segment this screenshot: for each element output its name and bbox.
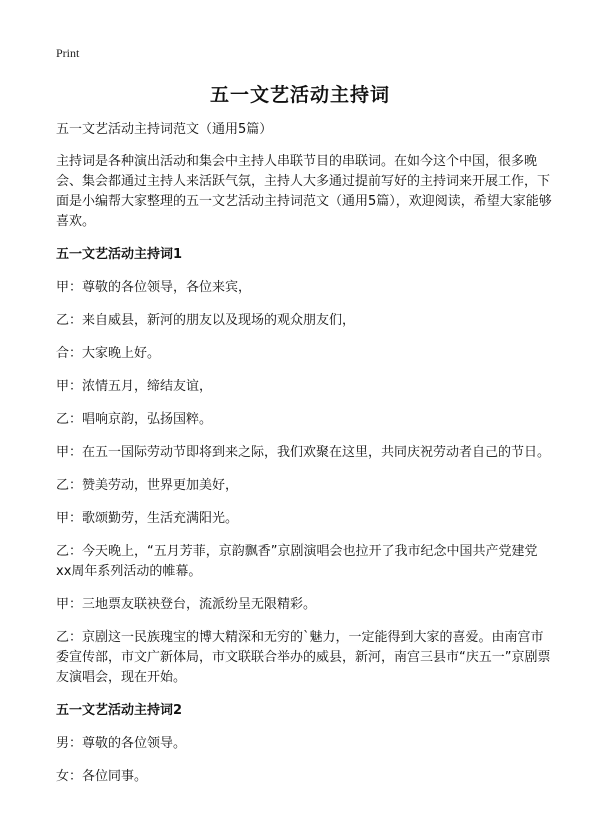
dialogue-line: 甲：浓情五月，缔结友谊， — [56, 379, 213, 394]
section-1 — [56, 245, 552, 688]
dialogue-line: 乙：赞美劳动，世界更加美好， — [56, 478, 239, 493]
dialogue-line: 甲：三地票友联袂登台，流派纷呈无限精彩。 — [56, 597, 317, 612]
dialogue-line: 乙：唱响京韵，弘扬国粹。 — [56, 412, 213, 427]
dialogue-line: 乙：来自威县，新河的朋友以及现场的观众朋友们， — [56, 313, 356, 328]
dialogue-line: 甲：尊敬的各位领导，各位来宾， — [56, 280, 252, 295]
print-link[interactable]: Print — [56, 46, 80, 60]
dialogue-line: 女：各位同事。 — [56, 769, 148, 784]
dialogue-line: 甲：歌颂勤劳，生活充满阳光。 — [56, 511, 239, 526]
section-heading: 五一文艺活动主持词2 — [56, 703, 183, 718]
section-2 — [56, 701, 552, 787]
dialogue-line: 合：大家晚上好。 — [56, 346, 161, 361]
dialogue-line: 男：尊敬的各位领导。 — [56, 736, 187, 751]
dialogue-line: 乙：京剧这一民族瑰宝的博大精深和无穷的`魅力，一定能得到大家的喜爱。由南宫市委宣传部，市文广新体局，市文联联合举办的威县，新河，南宫三县市“庆五一”京剧票友演唱会，现在开始。 — [56, 630, 551, 685]
dialogue-line: 乙：今天晚上，“五月芳菲，京韵飘香”京剧演唱会也拉开了我市纪念中国共产党建党xx周年系列活动的帷幕。 — [56, 544, 538, 579]
document-subtitle: 五一文艺活动主持词范文（通用5篇） — [56, 122, 273, 137]
document-body — [56, 120, 552, 800]
section-heading: 五一文艺活动主持词1 — [56, 247, 183, 262]
page-title: 五一文艺活动主持词 — [209, 84, 390, 106]
dialogue-line: 甲：在五一国际劳动节即将到来之际，我们欢聚在这里，共同庆祝劳动者自己的节日。 — [56, 445, 551, 460]
intro-paragraph: 主持词是各种演出活动和集会中主持人串联节目的串联词。在如今这个中国，很多晚会、集会都通过主持人来活跃气氛，主持人大多通过提前写好的主持词来开展工作，下面是小编帮大家整理的五一文艺活动主持词范文（通用5篇），欢迎阅读，希望大家能够喜欢。 — [56, 154, 552, 229]
